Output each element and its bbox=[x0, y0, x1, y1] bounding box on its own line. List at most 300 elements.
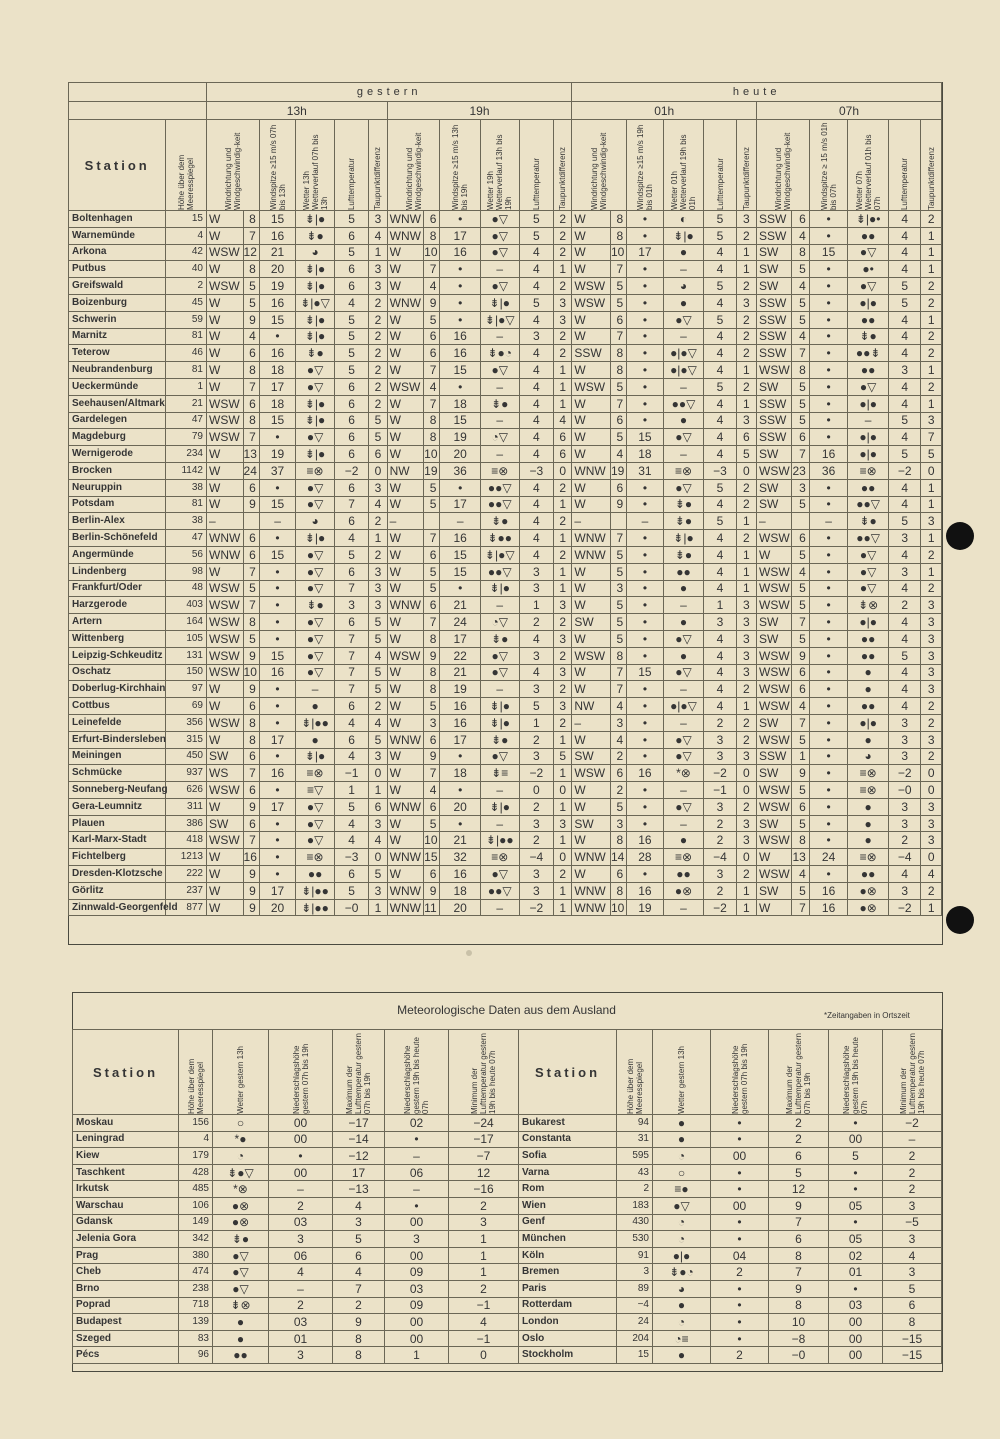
station-name: Frankfurt/Oder bbox=[69, 580, 166, 597]
cell: 1 bbox=[736, 546, 756, 563]
cell: 5 bbox=[554, 748, 572, 765]
cell: W bbox=[572, 211, 611, 228]
station-name: Greifswald bbox=[69, 278, 166, 295]
cell: 5 bbox=[369, 664, 387, 681]
cell: 5 bbox=[334, 362, 369, 379]
cell: – bbox=[385, 1181, 449, 1198]
cell: 5 bbox=[704, 513, 736, 530]
cell: ●▽ bbox=[663, 630, 704, 647]
cell: W bbox=[572, 580, 611, 597]
cell: 3 bbox=[369, 211, 387, 228]
cell: • bbox=[627, 866, 664, 883]
cell: 15 bbox=[617, 1347, 653, 1364]
cell: – bbox=[480, 782, 519, 799]
cell: W bbox=[207, 446, 244, 463]
table-row bbox=[69, 597, 942, 614]
cell: WNW bbox=[572, 462, 611, 479]
cell: 4 bbox=[610, 446, 626, 463]
cell: 18 bbox=[259, 362, 296, 379]
cell: 4 bbox=[519, 530, 554, 547]
cell: • bbox=[259, 328, 296, 345]
cell: 7 bbox=[769, 1214, 829, 1231]
cell: 16 bbox=[440, 244, 481, 261]
cell: • bbox=[627, 597, 664, 614]
cell: SSW bbox=[757, 294, 792, 311]
cell: 8 bbox=[883, 1314, 942, 1331]
cell: 6 bbox=[424, 328, 440, 345]
cell: 5 bbox=[369, 614, 387, 631]
cell: W bbox=[207, 681, 244, 698]
cell: ●|● bbox=[848, 294, 889, 311]
station-name: Bremen bbox=[519, 1264, 617, 1281]
ausland-station-header-right: Station bbox=[519, 1030, 617, 1115]
cell: ●▽ bbox=[296, 429, 335, 446]
cell: 97 bbox=[166, 681, 207, 698]
cell: ◕ bbox=[653, 1280, 711, 1297]
cell: 4 bbox=[704, 345, 736, 362]
cell: – bbox=[259, 513, 296, 530]
cell: 03 bbox=[385, 1280, 449, 1297]
cell: 5 bbox=[424, 479, 440, 496]
cell: 3 bbox=[519, 681, 554, 698]
cell: ●▽ bbox=[296, 563, 335, 580]
cell: W bbox=[207, 563, 244, 580]
cell: 3 bbox=[888, 882, 920, 899]
cell: 18 bbox=[440, 765, 481, 782]
cell: W bbox=[387, 311, 424, 328]
cell: WSW bbox=[207, 580, 244, 597]
cell: ⇟● bbox=[480, 513, 519, 530]
cell: ≡⊗ bbox=[480, 462, 519, 479]
cell: WSW bbox=[207, 664, 244, 681]
cell: 4 bbox=[449, 1314, 519, 1331]
cell: 6 bbox=[769, 1231, 829, 1248]
cell: 40 bbox=[166, 261, 207, 278]
cell: 3 bbox=[888, 748, 920, 765]
cell: 3 bbox=[888, 798, 920, 815]
cell: 386 bbox=[166, 815, 207, 832]
cell: 00 bbox=[829, 1330, 883, 1347]
station-header: Station bbox=[69, 120, 166, 211]
cell: 2 bbox=[883, 1181, 942, 1198]
cell: 3 bbox=[888, 362, 920, 379]
cell: ⇟● bbox=[663, 496, 704, 513]
station-name: Harzgerode bbox=[69, 597, 166, 614]
cell: 2 bbox=[711, 1347, 769, 1364]
cell: 2 bbox=[369, 378, 387, 395]
cell: 7 bbox=[610, 395, 626, 412]
cell: W bbox=[572, 311, 611, 328]
cell: 4 bbox=[369, 496, 387, 513]
cell: ●• bbox=[848, 261, 889, 278]
cell: 4 bbox=[424, 378, 440, 395]
cell: ●⊗ bbox=[848, 899, 889, 916]
cell: 2 bbox=[921, 698, 942, 715]
cell: 2 bbox=[736, 345, 756, 362]
cell: • bbox=[627, 362, 664, 379]
cell: 6 bbox=[424, 866, 440, 883]
cell: 00 bbox=[385, 1330, 449, 1347]
cell: ●|●▽ bbox=[663, 698, 704, 715]
cell: 6 bbox=[243, 546, 259, 563]
cell: 2 bbox=[554, 714, 572, 731]
cell: 7 bbox=[610, 530, 626, 547]
cell: 10 bbox=[610, 899, 626, 916]
cell: 5 bbox=[610, 597, 626, 614]
cell: ●|●▽ bbox=[663, 345, 704, 362]
station-name: Taschkent bbox=[73, 1164, 179, 1181]
cell: W bbox=[387, 278, 424, 295]
cell: ●▽ bbox=[848, 378, 889, 395]
cell: 7 bbox=[424, 765, 440, 782]
cell: 00 bbox=[711, 1148, 769, 1165]
cell: 5 bbox=[610, 630, 626, 647]
table-row bbox=[73, 1181, 519, 1198]
cell: 3 bbox=[921, 513, 942, 530]
cell: 311 bbox=[166, 798, 207, 815]
cell: 5 bbox=[369, 681, 387, 698]
cell: 69 bbox=[166, 698, 207, 715]
cell: W bbox=[207, 798, 244, 815]
cell: – bbox=[627, 513, 664, 530]
cell: WSW bbox=[207, 244, 244, 261]
cell: ●▽ bbox=[296, 614, 335, 631]
cell: 4 bbox=[888, 664, 920, 681]
cell: ⇟● bbox=[848, 513, 889, 530]
ausland-col-hoehe-left: Höhe über dem Meeresspiegel bbox=[179, 1030, 213, 1115]
cell: 5 bbox=[883, 1280, 942, 1297]
cell: −14 bbox=[333, 1131, 385, 1148]
cell: 5 bbox=[769, 1164, 829, 1181]
cell: 4 bbox=[369, 227, 387, 244]
cell: 3 bbox=[921, 832, 942, 849]
cell: 8 bbox=[243, 412, 259, 429]
cell: 4 bbox=[888, 614, 920, 631]
cell: ●●▽ bbox=[480, 496, 519, 513]
cell: W bbox=[757, 546, 792, 563]
cell: W bbox=[572, 244, 611, 261]
cell: 06 bbox=[269, 1247, 333, 1264]
cell: 237 bbox=[166, 882, 207, 899]
cell: −15 bbox=[883, 1330, 942, 1347]
cell: • bbox=[809, 681, 848, 698]
cell: – bbox=[757, 513, 792, 530]
cell: WSW bbox=[207, 782, 244, 799]
cell: 15 bbox=[259, 412, 296, 429]
cell: 2 bbox=[554, 345, 572, 362]
cell: −3 bbox=[704, 462, 736, 479]
station-name: Neubrandenburg bbox=[69, 362, 166, 379]
cell: NW bbox=[572, 698, 611, 715]
cell: – bbox=[663, 681, 704, 698]
cell: • bbox=[829, 1214, 883, 1231]
cell: – bbox=[663, 899, 704, 916]
cell: SW bbox=[572, 815, 611, 832]
cell: • bbox=[259, 429, 296, 446]
cell: WSW bbox=[207, 630, 244, 647]
cell: 15 bbox=[259, 211, 296, 228]
cell: 4 bbox=[704, 261, 736, 278]
cell: 4 bbox=[704, 546, 736, 563]
cell: 2 bbox=[921, 580, 942, 597]
cell: 16 bbox=[440, 698, 481, 715]
cell: ≡⊗ bbox=[296, 462, 335, 479]
cell: 3 bbox=[519, 328, 554, 345]
cell: 1 bbox=[554, 765, 572, 782]
cell: 6 bbox=[610, 311, 626, 328]
table-row bbox=[69, 815, 942, 832]
cell: • bbox=[440, 748, 481, 765]
cell: 79 bbox=[166, 429, 207, 446]
cell: 4 bbox=[791, 698, 809, 715]
table-row bbox=[73, 1115, 519, 1132]
cell: 3 bbox=[554, 294, 572, 311]
col-tau-07: Taupunktdifferenz bbox=[921, 120, 942, 211]
header-corner bbox=[69, 83, 207, 102]
cell: ●● bbox=[848, 630, 889, 647]
cell: 3 bbox=[883, 1264, 942, 1281]
cell: – bbox=[480, 899, 519, 916]
cell: −1 bbox=[449, 1330, 519, 1347]
cell: 5 bbox=[791, 782, 809, 799]
cell: 2 bbox=[369, 345, 387, 362]
cell: ● bbox=[653, 1131, 711, 1148]
cell: W bbox=[207, 362, 244, 379]
cell: ⇟|●▽ bbox=[296, 294, 335, 311]
cell: 7 bbox=[243, 378, 259, 395]
cell: −16 bbox=[449, 1181, 519, 1198]
cell: 2 bbox=[617, 1181, 653, 1198]
cell: 1 bbox=[736, 362, 756, 379]
cell: • bbox=[711, 1231, 769, 1248]
cell: 5 bbox=[610, 546, 626, 563]
cell: 24 bbox=[617, 1314, 653, 1331]
cell: • bbox=[711, 1131, 769, 1148]
cell: 3 bbox=[736, 664, 756, 681]
cell: 4 bbox=[888, 630, 920, 647]
cell: 15 bbox=[627, 664, 664, 681]
cell: 2 bbox=[736, 530, 756, 547]
cell: 96 bbox=[179, 1347, 213, 1364]
cell: ● bbox=[848, 832, 889, 849]
cell: 5 bbox=[519, 227, 554, 244]
station-name: Warschau bbox=[73, 1197, 179, 1214]
cell: 3 bbox=[888, 815, 920, 832]
cell: ●● bbox=[848, 362, 889, 379]
cell: 2 bbox=[519, 798, 554, 815]
cell: 10 bbox=[243, 664, 259, 681]
cell: • bbox=[809, 815, 848, 832]
cell: 8 bbox=[424, 429, 440, 446]
cell: 6 bbox=[334, 563, 369, 580]
cell: 1213 bbox=[166, 849, 207, 866]
cell: 06 bbox=[385, 1164, 449, 1181]
cell: 15 bbox=[259, 496, 296, 513]
cell: 1 bbox=[369, 530, 387, 547]
ausland-table-right bbox=[518, 1029, 942, 1364]
cell: ● bbox=[213, 1330, 269, 1347]
cell: −13 bbox=[333, 1181, 385, 1198]
cell: −2 bbox=[883, 1115, 942, 1132]
cell: 4 bbox=[888, 378, 920, 395]
cell: ◔ bbox=[653, 1231, 711, 1248]
cell: WSW bbox=[757, 580, 792, 597]
cell: 2 bbox=[449, 1197, 519, 1214]
cell: ⇟|●● bbox=[296, 899, 335, 916]
cell: NW bbox=[387, 462, 424, 479]
cell: ⇟|● bbox=[480, 798, 519, 815]
cell: 1 bbox=[385, 1347, 449, 1364]
cell: 179 bbox=[179, 1148, 213, 1165]
cell: ≡⊗ bbox=[663, 462, 704, 479]
cell: WSW bbox=[757, 530, 792, 547]
cell: ⇟|● bbox=[480, 580, 519, 597]
cell: ⇟● bbox=[296, 597, 335, 614]
station-name: Ueckermünde bbox=[69, 378, 166, 395]
cell: 6 bbox=[791, 429, 809, 446]
cell: ●▽ bbox=[480, 227, 519, 244]
cell: 3 bbox=[921, 614, 942, 631]
cell: 8 bbox=[610, 211, 626, 228]
cell: 6 bbox=[610, 479, 626, 496]
cell: 16 bbox=[809, 882, 848, 899]
cell: • bbox=[259, 782, 296, 799]
cell: 16 bbox=[440, 328, 481, 345]
cell: SSW bbox=[757, 311, 792, 328]
station-name: Marnitz bbox=[69, 328, 166, 345]
cell: ●▽ bbox=[480, 362, 519, 379]
cell: 36 bbox=[440, 462, 481, 479]
station-name: Kiew bbox=[73, 1148, 179, 1165]
cell: 1 bbox=[791, 748, 809, 765]
cell: • bbox=[711, 1214, 769, 1231]
cell: 8 bbox=[769, 1247, 829, 1264]
cell: W bbox=[387, 412, 424, 429]
cell: 7 bbox=[243, 765, 259, 782]
table-row bbox=[69, 244, 942, 261]
cell: WNW bbox=[387, 211, 424, 228]
cell: 6 bbox=[554, 446, 572, 463]
station-name: Jelenia Gora bbox=[73, 1231, 179, 1248]
cell: 2 bbox=[369, 546, 387, 563]
cell: ●▽ bbox=[663, 664, 704, 681]
cell: 03 bbox=[269, 1214, 333, 1231]
table-row bbox=[73, 1231, 519, 1248]
cell: 8 bbox=[243, 211, 259, 228]
cell: • bbox=[627, 345, 664, 362]
cell: 5 bbox=[888, 412, 920, 429]
cell: 0 bbox=[921, 765, 942, 782]
col-spitze-01: Windspitze ≥15 m/s 19h bis 01h bbox=[627, 120, 664, 211]
cell: 7 bbox=[243, 563, 259, 580]
cell: • bbox=[809, 479, 848, 496]
cell: ●● bbox=[213, 1347, 269, 1364]
cell: • bbox=[259, 563, 296, 580]
cell: W bbox=[207, 866, 244, 883]
cell: • bbox=[627, 261, 664, 278]
station-name: Gera-Leumnitz bbox=[69, 798, 166, 815]
cell: WNW bbox=[207, 530, 244, 547]
cell: ●▽ bbox=[296, 815, 335, 832]
cell: WSW bbox=[757, 563, 792, 580]
cell: 16 bbox=[440, 714, 481, 731]
cell: 2 bbox=[769, 1115, 829, 1132]
header-19h: 19h bbox=[387, 102, 572, 120]
cell: ●●▽ bbox=[663, 395, 704, 412]
cell: • bbox=[627, 563, 664, 580]
station-name: Wernigerode bbox=[69, 446, 166, 463]
station-name: Cottbus bbox=[69, 698, 166, 715]
cell: 3 bbox=[921, 630, 942, 647]
cell: ●|● bbox=[848, 429, 889, 446]
station-name: Wien bbox=[519, 1197, 617, 1214]
cell: WSW bbox=[572, 647, 611, 664]
ausland-note: *Zeitangaben in Ortszeit bbox=[824, 1011, 910, 1020]
cell: • bbox=[809, 698, 848, 715]
cell: ●▽ bbox=[296, 832, 335, 849]
ausland-col-wetter-left: Wetter gestern 13h bbox=[213, 1030, 269, 1115]
cell: W bbox=[207, 311, 244, 328]
cell: −2 bbox=[888, 462, 920, 479]
cell: 595 bbox=[617, 1148, 653, 1165]
cell: 6 bbox=[791, 681, 809, 698]
cell: 17 bbox=[627, 244, 664, 261]
cell: • bbox=[809, 211, 848, 228]
cell: −4 bbox=[519, 849, 554, 866]
cell: 4 bbox=[334, 815, 369, 832]
cell: ●|● bbox=[653, 1247, 711, 1264]
cell: 5 bbox=[369, 429, 387, 446]
cell: 00 bbox=[385, 1314, 449, 1331]
cell: W bbox=[207, 882, 244, 899]
cell: 3 bbox=[617, 1264, 653, 1281]
cell: −2 bbox=[704, 765, 736, 782]
cell: ●▽ bbox=[296, 798, 335, 815]
cell: 10 bbox=[424, 244, 440, 261]
cell: SW bbox=[572, 748, 611, 765]
station-name: Szeged bbox=[73, 1330, 179, 1347]
cell: SW bbox=[757, 630, 792, 647]
cell: ●▽ bbox=[296, 496, 335, 513]
cell: WSW bbox=[757, 597, 792, 614]
cell: 3 bbox=[921, 597, 942, 614]
ausland-col-min-right: Minimum der Lufttemperatur gestern 19h bis heute 07h bbox=[883, 1030, 942, 1115]
cell: ⇟|● bbox=[296, 395, 335, 412]
cell: 4 bbox=[888, 496, 920, 513]
cell: ●▽ bbox=[296, 378, 335, 395]
cell: 5 bbox=[243, 294, 259, 311]
punch-hole-bottom bbox=[946, 906, 974, 934]
cell: 3 bbox=[736, 647, 756, 664]
cell: WNW bbox=[387, 294, 424, 311]
station-name: Magdeburg bbox=[69, 429, 166, 446]
cell: WNW bbox=[387, 597, 424, 614]
station-name: Angermünde bbox=[69, 546, 166, 563]
cell: 4 bbox=[791, 227, 809, 244]
cell: – bbox=[480, 261, 519, 278]
cell: 5 bbox=[424, 563, 440, 580]
cell: • bbox=[440, 294, 481, 311]
table-row bbox=[73, 1148, 519, 1165]
cell: SSW bbox=[572, 345, 611, 362]
cell: 7 bbox=[424, 530, 440, 547]
station-name: Leningrad bbox=[73, 1131, 179, 1148]
cell: 4 bbox=[554, 412, 572, 429]
table-row bbox=[519, 1164, 942, 1181]
station-name: Erfurt-Bindersleben bbox=[69, 731, 166, 748]
cell: 5 bbox=[519, 698, 554, 715]
cell: WNW bbox=[207, 546, 244, 563]
